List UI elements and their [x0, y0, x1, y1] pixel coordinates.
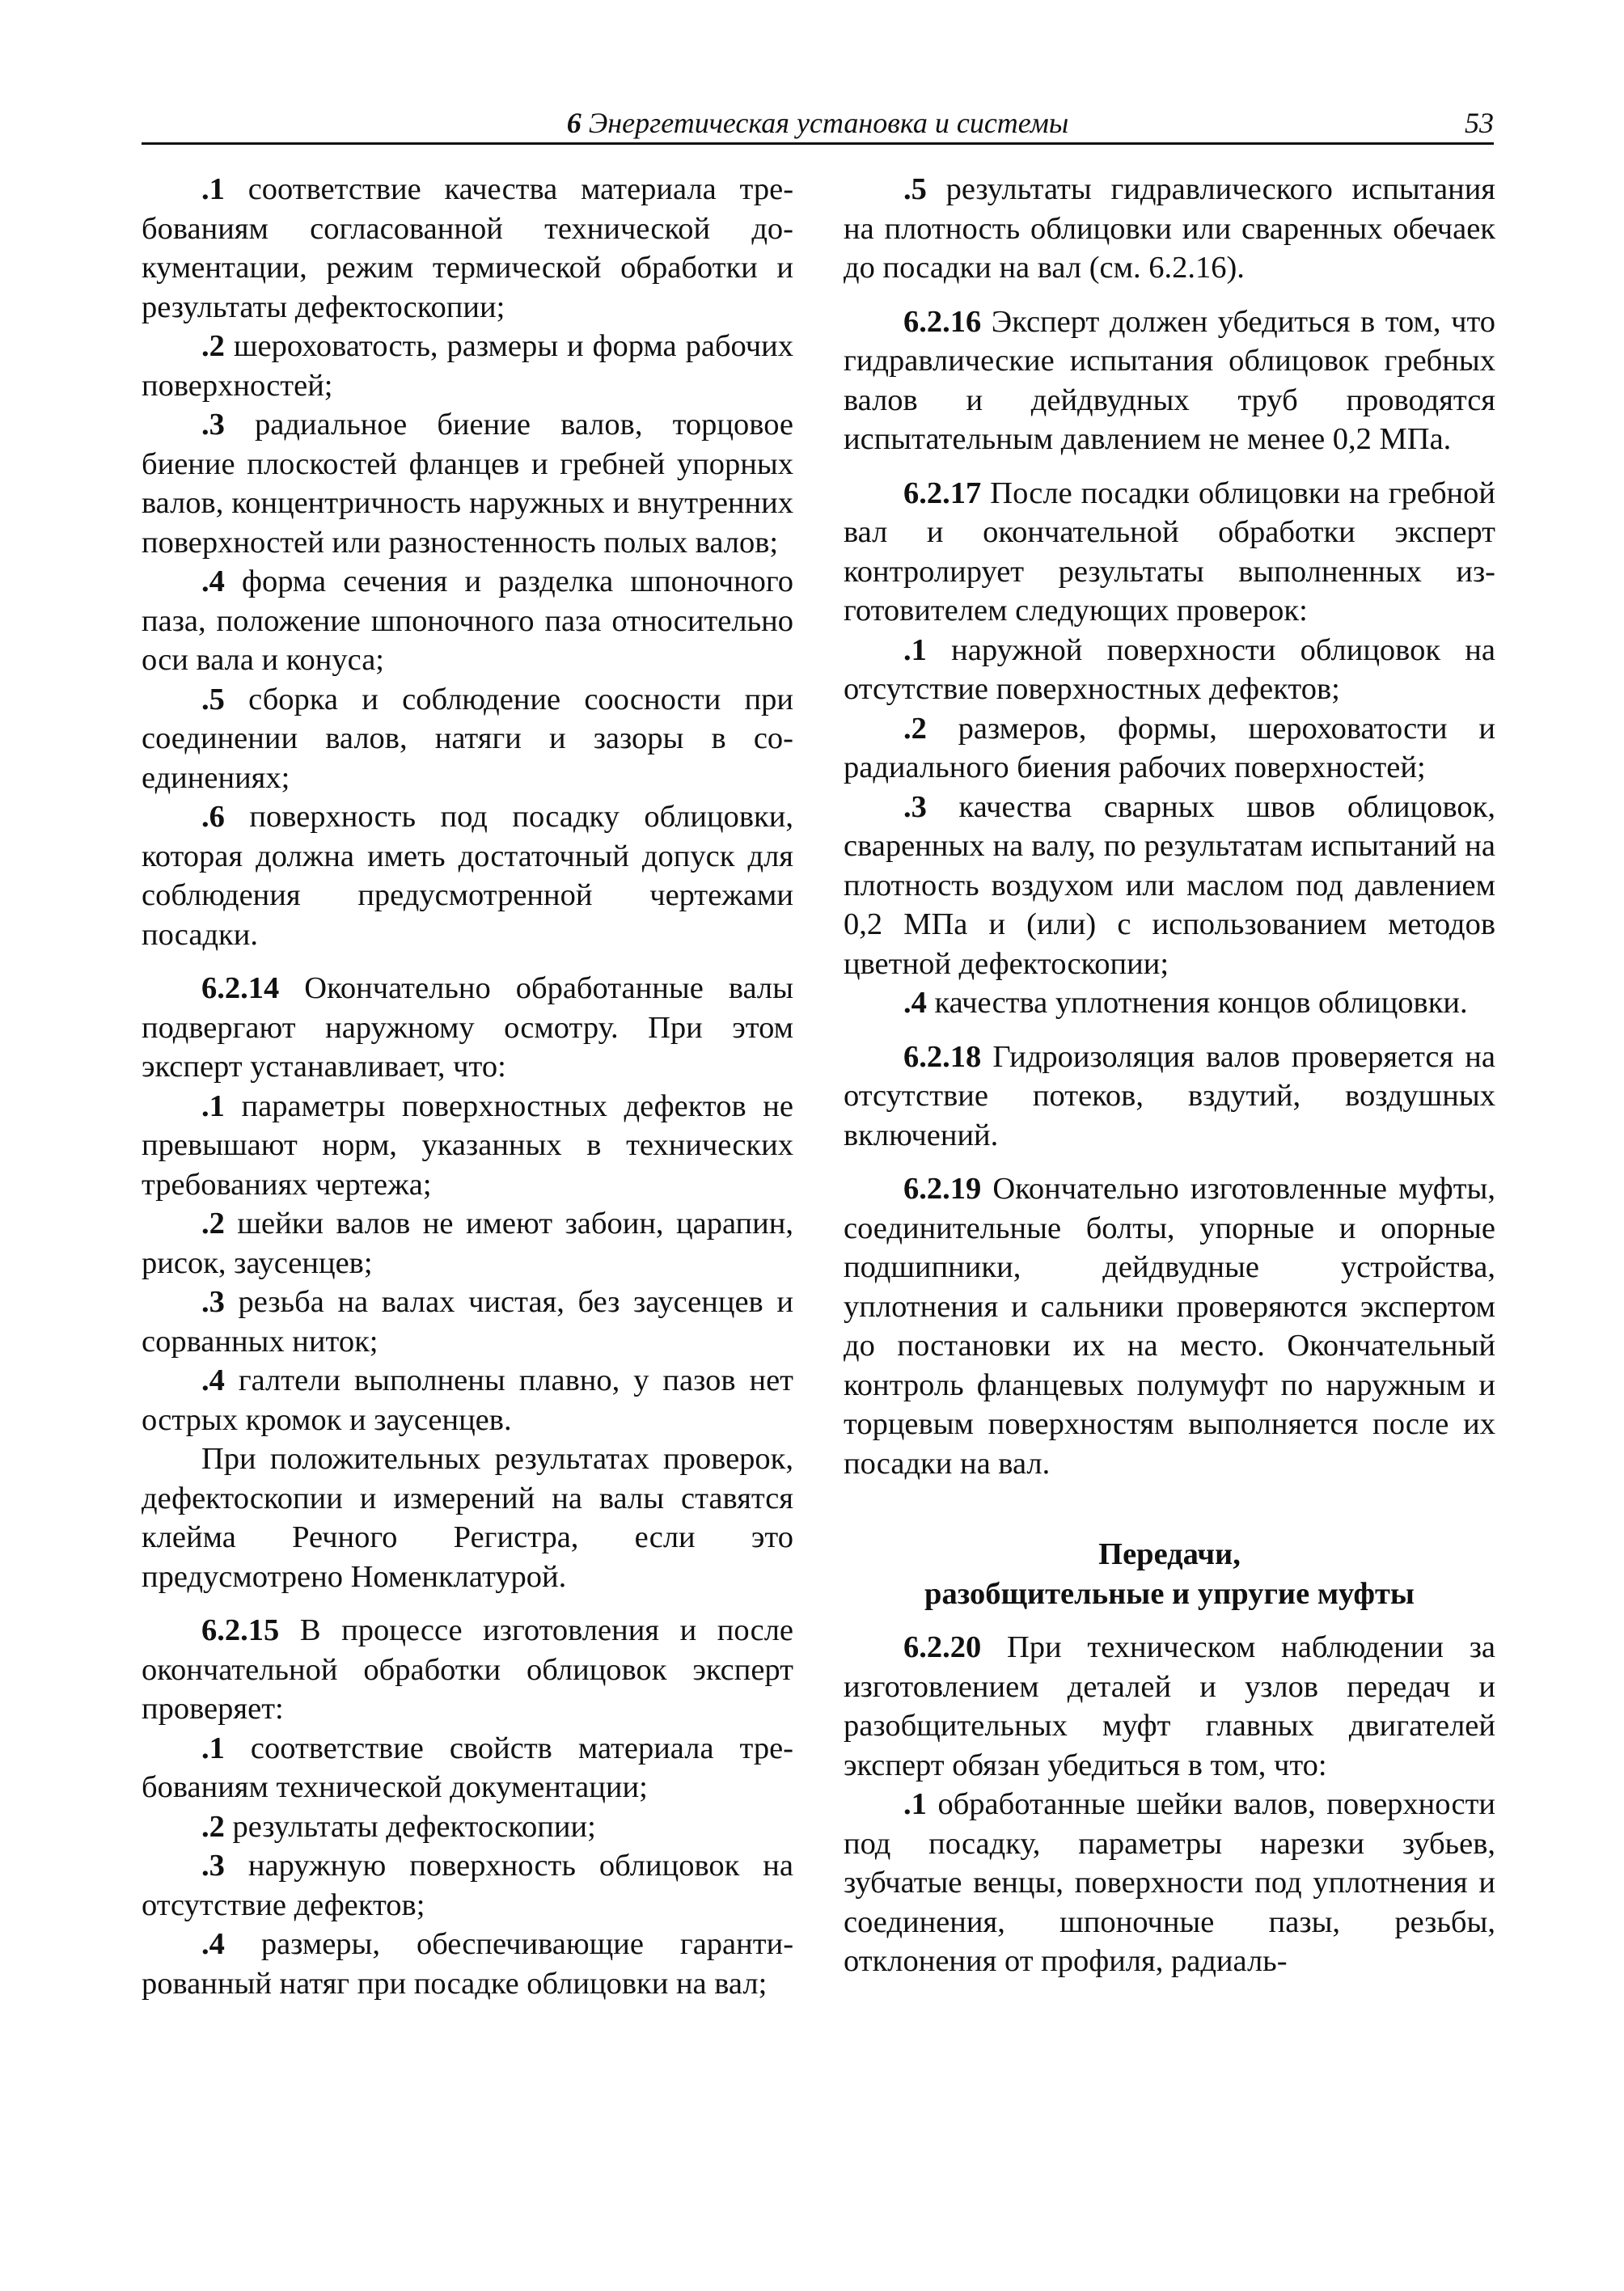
paragraph — [142, 405, 793, 562]
item-number: 6.2.14 — [201, 971, 280, 1005]
paragraph-text: результаты гидравлического испытания на плотность облицовки или сваренных обечаек до посадки на вал (см. 6.2.16). — [844, 172, 1496, 285]
page-number: 53 — [1465, 107, 1494, 139]
paragraph — [142, 327, 793, 405]
paragraph-text: резьба на валах чистая, без заусенцев и сорванных ниток; — [142, 1285, 793, 1359]
paragraph — [142, 1846, 793, 1925]
right-column-section-paragraphs — [844, 1628, 1495, 1981]
section-title-line-2: разобщительные и упругие муфты — [924, 1576, 1415, 1611]
paragraph — [142, 680, 793, 798]
paragraph — [142, 1807, 793, 1847]
paragraph-text: обработанные шейки валов, поверхности под посадку, параметры нарезки зубьев, зубчатые венцы, поверхности под уплотнения и соединения, шпоночные пазы, резьбы, отклонения от профиля, радиаль- — [844, 1787, 1495, 1978]
paragraph-text: качества сварных швов облицовок, сваренных на валу, по результатам испытаний на плотность воздухом или маслом под давлением 0,2 МПа и (или) с использованием методов цветной дефектоскопии; — [844, 789, 1496, 981]
paragraph — [844, 788, 1495, 984]
paragraph-text: соответствие свойств материала требованиям технической документации; — [142, 1731, 793, 1804]
paragraph — [844, 170, 1495, 288]
paragraph-text: При техническом наблюдении за изготовлением деталей и узлов передач и разобщительных муфт главных двигателей эксперт обязан убедиться в том, что: — [844, 1630, 1495, 1782]
paragraph-text: размеров, формы, шероховатости и радиального биения рабочих поверхностей; — [844, 711, 1495, 784]
paragraph — [844, 631, 1495, 709]
item-number: .5 — [201, 682, 225, 716]
item-number: .1 — [201, 172, 225, 206]
paragraph — [142, 562, 793, 680]
item-number: .2 — [201, 1207, 225, 1241]
left-column — [142, 170, 793, 2003]
paragraph-text: радиальное биение валов, торцовое биение плоскостей фланцев и гребней упорных валов, концентричность наружных и внутренних поверхностей или разностенность полых валов; — [142, 408, 793, 560]
paragraph — [142, 170, 793, 327]
paragraph-text: размеры, обеспечивающие гарантированный натяг при посадке облицовки на вал; — [142, 1927, 794, 2001]
item-number: .1 — [201, 1088, 225, 1123]
item-number: 6.2.16 — [903, 304, 982, 339]
item-number: .1 — [201, 1731, 225, 1765]
paragraph — [142, 1729, 793, 1807]
paragraph-text: Эксперт должен убедиться в том, что гидравлические испытания облицовок гребных валов и дейдвудных труб проводятся испытательным давлением не менее 0,2 МПа. — [844, 304, 1496, 456]
paragraph-text: После посадки облицовки на гребной вал и окончательной обработки эксперт контролирует результаты выполненных изготовителем следующих проверок: — [844, 476, 1495, 628]
item-number: 6.2.17 — [903, 476, 982, 510]
paragraph-text: шейки валов не имеют забоин, царапин, рисок, заусенцев; — [142, 1207, 793, 1280]
paragraph — [142, 969, 793, 1087]
item-number: .1 — [903, 1787, 927, 1821]
paragraph — [844, 474, 1495, 631]
paragraph — [844, 1785, 1495, 1981]
paragraph — [142, 1439, 793, 1596]
paragraph — [142, 797, 793, 954]
right-column-paragraphs — [844, 170, 1495, 1483]
item-number: .4 — [903, 986, 927, 1020]
paragraph-text: результаты дефектоскопии; — [232, 1809, 596, 1844]
paragraph — [142, 1087, 793, 1205]
item-number: .6 — [201, 800, 225, 834]
paragraph-text: наружной поверхности облицовок на отсутствие поверхностных дефектов; — [844, 632, 1495, 706]
paragraph — [142, 1611, 793, 1729]
paragraph-text: Окончательно обработанные валы подвергают наружному осмотру. При этом эксперт устанавливает, что: — [142, 971, 793, 1084]
section-title — [844, 1535, 1495, 1613]
paragraph-text: форма сечения и разделка шпоночного паза, положение шпоночного паза относительно оси вала и конуса; — [142, 564, 793, 677]
paragraph-text: соответствие качества материала требованиям согласованной технической документации, режим термической обработки и результаты дефектоскопии; — [142, 172, 794, 324]
paragraph — [142, 1361, 793, 1439]
item-number: .4 — [201, 564, 225, 598]
paragraph — [844, 1628, 1495, 1785]
item-number: .2 — [903, 711, 927, 746]
item-number: .1 — [903, 632, 927, 667]
paragraph-text: поверхность под посадку облицовки, которая должна иметь достаточный допуск для соблюдения предусмотренной чертежами посадки. — [142, 800, 793, 952]
item-number: 6.2.19 — [903, 1172, 982, 1206]
paragraph — [844, 302, 1495, 459]
item-number: .3 — [903, 789, 927, 824]
running-header-title — [142, 105, 1494, 141]
paragraph-text: При положительных результатах проверок, дефектоскопии и измерений на валы ставятся клейма Речного Регистра, если это предусмотрено Номенклатурой. — [142, 1442, 793, 1594]
paragraph-text: качества уплотнения концов облицовки. — [934, 986, 1468, 1020]
chapter-number: 6 — [566, 107, 582, 139]
paragraph — [844, 1038, 1495, 1156]
paragraph-text: шероховатость, размеры и форма рабочих поверхностей; — [142, 329, 793, 403]
paragraph — [142, 1925, 793, 2003]
item-number: .4 — [201, 1363, 225, 1397]
paragraph-text: параметры поверхностных дефектов не превышают норм, указанных в технических требованиях чертежа; — [142, 1088, 793, 1202]
item-number: .5 — [903, 172, 927, 206]
paragraph — [844, 1169, 1495, 1483]
item-number: 6.2.15 — [201, 1613, 280, 1647]
running-header — [142, 104, 1494, 145]
chapter-title: Энергетическая установка и системы — [588, 107, 1069, 139]
right-column — [844, 170, 1495, 1981]
paragraph — [844, 983, 1495, 1023]
paragraph-text: галтели выполнены плавно, у пазов нет острых кромок и заусенцев. — [142, 1363, 794, 1437]
item-number: .3 — [201, 1285, 225, 1319]
item-number: .3 — [201, 1849, 225, 1883]
item-number: .4 — [201, 1927, 225, 1961]
item-number: .2 — [201, 1809, 225, 1844]
paragraph-text: наружную поверхность облицовок на отсутствие дефектов; — [142, 1849, 793, 1922]
paragraph-text: Окончательно изготовленные муфты, соединительные болты, упорные и опорные подшипники, дейдвудные устройства, уплотнения и сальники проверяются экспертом до постановки их на место. Окончательный контроль фланцевых полумуфт по наружным и торцевым поверхностям выполняется после их посадки на вал. — [844, 1172, 1496, 1481]
paragraph-text: В процессе изготовления и после окончательной обработки облицовок эксперт проверяет: — [142, 1613, 793, 1726]
item-number: 6.2.20 — [903, 1630, 982, 1664]
paragraph — [142, 1204, 793, 1283]
paragraph-text: сборка и соблюдение соосности при соединении валов, натяги и зазоры в соединениях; — [142, 682, 794, 795]
paragraph — [142, 1283, 793, 1361]
item-number: .2 — [201, 329, 225, 363]
item-number: .3 — [201, 408, 225, 442]
paragraph-text: Гидроизоляция валов проверяется на отсутствие потеков, вздутий, воздушных включений. — [844, 1039, 1495, 1152]
item-number: 6.2.18 — [903, 1039, 982, 1074]
paragraph — [844, 709, 1495, 788]
section-title-line-1: Передачи, — [1098, 1537, 1241, 1571]
